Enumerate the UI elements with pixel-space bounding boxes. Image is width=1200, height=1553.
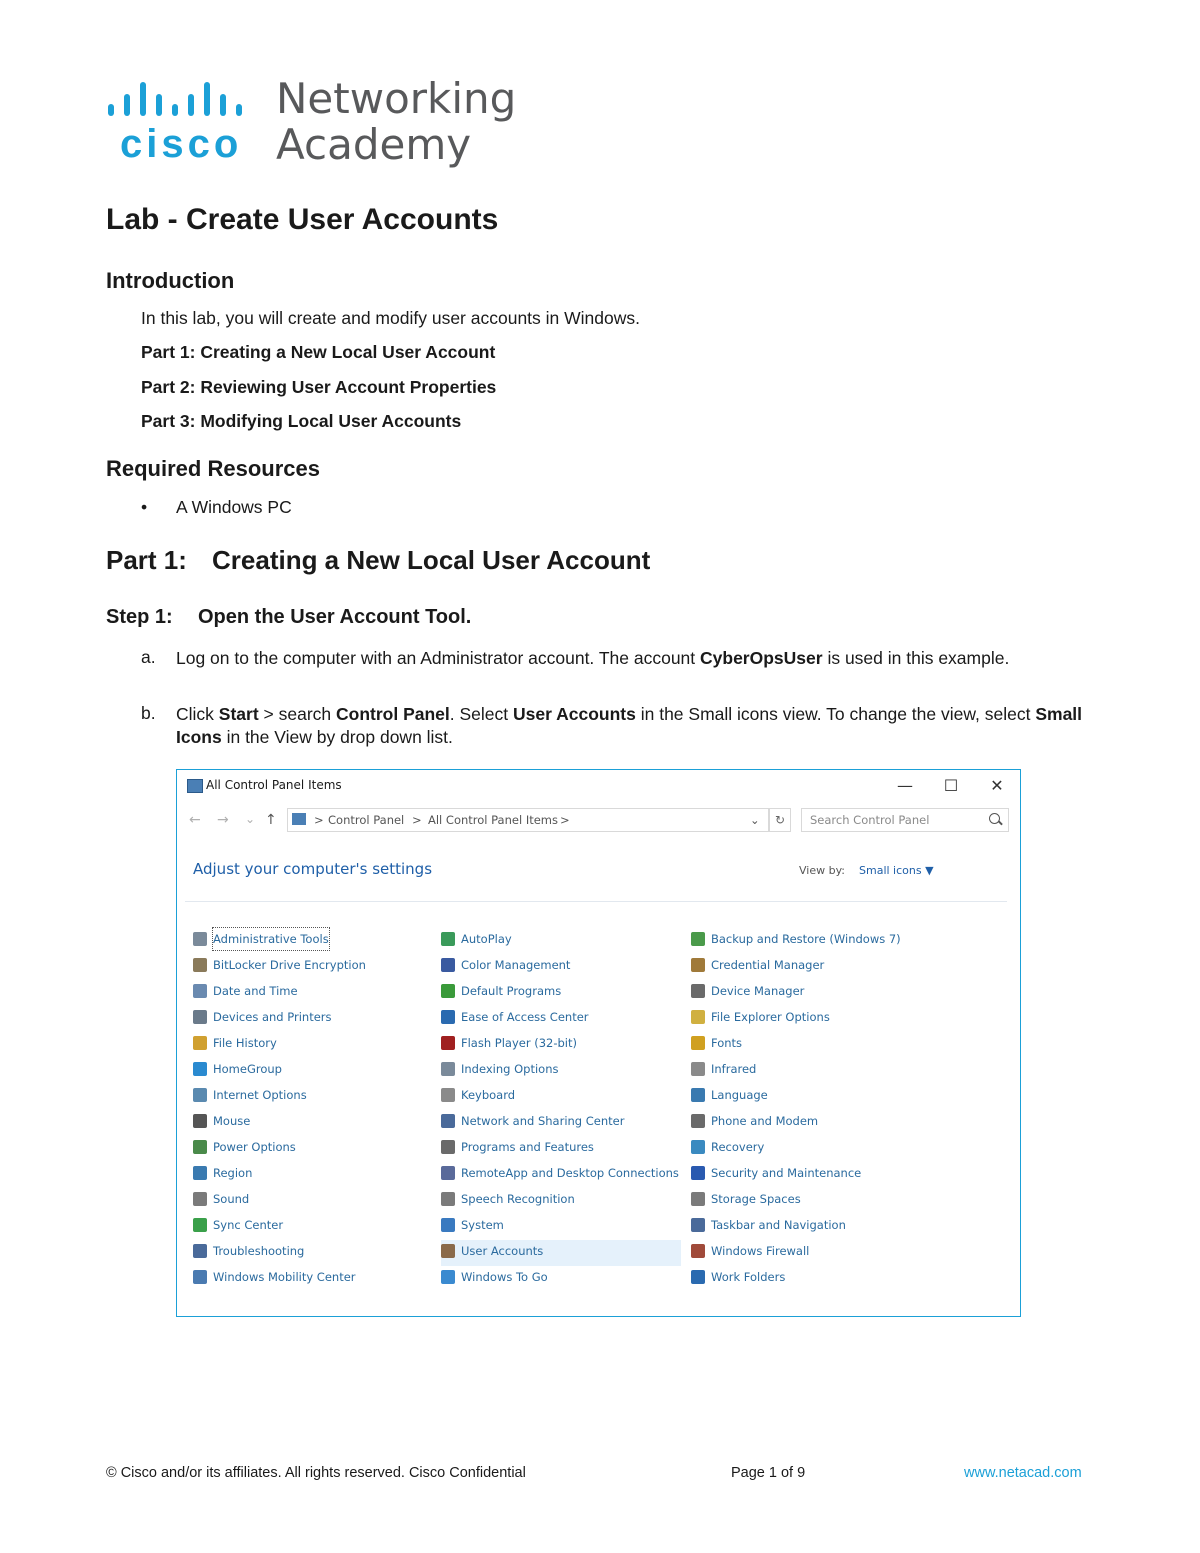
control-panel-item-label: BitLocker Drive Encryption <box>213 958 366 972</box>
breadcrumb-sep-icon: > <box>314 813 324 827</box>
windows-to-go-icon <box>441 1270 455 1284</box>
system-icon <box>441 1218 455 1232</box>
control-panel-item-label: HomeGroup <box>213 1062 282 1076</box>
control-panel-item[interactable] <box>691 1006 931 1032</box>
items-column-1 <box>193 928 433 1292</box>
taskbar-icon <box>691 1218 705 1232</box>
control-panel-item-label: File History <box>213 1036 277 1050</box>
control-panel-item-label: Device Manager <box>711 984 805 998</box>
logo-networking: Networking <box>276 74 517 123</box>
intro-part-2: Part 2: Reviewing User Account Properties <box>141 377 497 397</box>
control-panel-item-label: Color Management <box>461 958 571 972</box>
admin-tools-icon <box>193 932 207 946</box>
lab-title: Lab - Create User Accounts <box>106 203 499 236</box>
control-panel-item-label: Infrared <box>711 1062 757 1076</box>
cisco-wordmark: cisco <box>120 122 243 166</box>
control-panel-item-label: Windows Mobility Center <box>213 1270 356 1284</box>
footer-url-link[interactable]: www.netacad.com <box>964 1465 1082 1481</box>
control-panel-item-label: Language <box>711 1088 768 1102</box>
control-panel-item[interactable] <box>193 1162 433 1188</box>
control-panel-item-label: Sound <box>213 1192 250 1206</box>
footer-copyright: © Cisco and/or its affiliates. All rights reserved. Cisco Confidential <box>106 1465 526 1481</box>
programs-icon <box>441 1140 455 1154</box>
control-panel-item[interactable] <box>193 1084 433 1110</box>
items-column-3 <box>691 928 931 1292</box>
control-panel-item[interactable] <box>691 1162 931 1188</box>
control-panel-item-label: Power Options <box>213 1140 296 1154</box>
users-icon <box>441 1244 455 1258</box>
search-input[interactable] <box>801 808 1009 832</box>
credential-icon <box>691 958 705 972</box>
control-panel-item[interactable] <box>193 1136 433 1162</box>
step-1-heading <box>106 606 471 629</box>
control-panel-item[interactable] <box>691 1058 931 1084</box>
control-panel-item-label: Storage Spaces <box>711 1192 801 1206</box>
language-icon <box>691 1088 705 1102</box>
breadcrumb-control-panel[interactable]: Control Panel <box>328 813 405 827</box>
control-panel-item[interactable] <box>691 1240 931 1266</box>
items-column-2 <box>441 928 681 1292</box>
control-panel-item-label: AutoPlay <box>461 932 512 946</box>
control-panel-item-label: Ease of Access Center <box>461 1010 589 1024</box>
infrared-icon <box>691 1062 705 1076</box>
speaker-icon <box>193 1192 207 1206</box>
control-panel-item-label: Programs and Features <box>461 1140 594 1154</box>
cisco-bars-icon <box>106 80 256 116</box>
network-icon <box>441 1114 455 1128</box>
close-button[interactable]: ✕ <box>990 776 1004 795</box>
control-panel-item-label: User Accounts <box>461 1244 544 1258</box>
view-by-dropdown[interactable]: Small icons ▼ <box>859 864 934 877</box>
bitlocker-icon <box>193 958 207 972</box>
control-panel-item-label: Network and Sharing Center <box>461 1114 625 1128</box>
control-panel-item[interactable] <box>691 1084 931 1110</box>
control-panel-item-label: Speech Recognition <box>461 1192 575 1206</box>
step-title: Open the User Account Tool. <box>198 606 472 628</box>
introduction-heading: Introduction <box>106 268 235 293</box>
mobility-icon <box>193 1270 207 1284</box>
resource-item: A Windows PC <box>176 497 292 517</box>
intro-part-1: Part 1: Creating a New Local User Account <box>141 342 496 362</box>
breadcrumb-sep-icon: > <box>560 813 570 827</box>
control-panel-item-label: Troubleshooting <box>213 1244 305 1258</box>
control-panel-window <box>176 769 1021 1317</box>
control-panel-item-label: File Explorer Options <box>711 1010 830 1024</box>
recent-locations-icon[interactable]: ⌄ <box>245 812 256 826</box>
sync-icon <box>193 1218 207 1232</box>
control-panel-item[interactable] <box>441 1058 681 1084</box>
intro-part-3: Part 3: Modifying Local User Accounts <box>141 411 462 431</box>
control-panel-item-label: RemoteApp and Desktop Connections <box>461 1166 679 1180</box>
control-panel-item[interactable] <box>441 1214 681 1240</box>
flag-icon <box>691 1166 705 1180</box>
logo-academy: Academy <box>276 120 472 169</box>
control-panel-item-label: System <box>461 1218 504 1232</box>
control-panel-item[interactable] <box>691 1214 931 1240</box>
recovery-icon <box>691 1140 705 1154</box>
firewall-icon <box>691 1244 705 1258</box>
control-panel-item[interactable] <box>441 1188 681 1214</box>
control-panel-item-label: Mouse <box>213 1114 251 1128</box>
ease-access-icon <box>441 1010 455 1024</box>
item-a-letter: a. <box>141 647 156 667</box>
control-panel-item-label: Taskbar and Navigation <box>711 1218 846 1232</box>
window-titlebar <box>177 770 1020 802</box>
control-panel-item[interactable] <box>441 954 681 980</box>
control-panel-item-label: Fonts <box>711 1036 743 1050</box>
control-panel-item[interactable] <box>691 1188 931 1214</box>
search-icon[interactable] <box>989 813 1000 824</box>
control-panel-item[interactable] <box>441 1110 681 1136</box>
breadcrumb-all-items[interactable]: All Control Panel Items <box>428 813 558 827</box>
control-panel-item[interactable] <box>441 980 681 1006</box>
control-panel-item[interactable] <box>691 928 931 954</box>
settings-heading: Adjust your computer's settings <box>193 860 433 878</box>
control-panel-item-label: Phone and Modem <box>711 1114 819 1128</box>
view-by-label: View by: <box>799 864 845 877</box>
window-title: All Control Panel Items <box>206 778 342 792</box>
clock-icon <box>193 984 207 998</box>
troubleshoot-icon <box>193 1244 207 1258</box>
control-panel-item-label: Sync Center <box>213 1218 284 1232</box>
control-panel-item-label: Keyboard <box>461 1088 516 1102</box>
item-b-text: Click Start > search Control Panel. Select User Accounts in the Small icons view. To change the view, select Small Icons in the View by drop down list. <box>176 704 1083 747</box>
control-panel-item-label: Credential Manager <box>711 958 825 972</box>
control-panel-item-label: Backup and Restore (Windows 7) <box>711 932 901 946</box>
control-panel-item[interactable] <box>193 1188 433 1214</box>
control-panel-item[interactable] <box>441 1006 681 1032</box>
color-mgmt-icon <box>441 958 455 972</box>
introduction-text: In this lab, you will create and modify user accounts in Windows. <box>141 308 640 328</box>
step-number: Step 1: <box>106 606 173 628</box>
control-panel-item-label: Flash Player (32-bit) <box>461 1036 577 1050</box>
control-panel-item[interactable] <box>193 1266 433 1292</box>
control-panel-item[interactable] <box>193 1214 433 1240</box>
control-panel-item-label: Date and Time <box>213 984 298 998</box>
fonts-icon <box>691 1036 705 1050</box>
control-panel-item[interactable] <box>193 1240 433 1266</box>
default-programs-icon <box>441 984 455 998</box>
internet-icon <box>193 1088 207 1102</box>
control-panel-item[interactable] <box>691 954 931 980</box>
control-panel-item-label: Recovery <box>711 1140 765 1154</box>
control-panel-item[interactable] <box>441 1032 681 1058</box>
part-title: Creating a New Local User Account <box>212 545 651 575</box>
control-panel-item[interactable] <box>193 980 433 1006</box>
control-panel-icon <box>292 813 306 825</box>
microphone-icon <box>441 1192 455 1206</box>
control-panel-item[interactable] <box>691 980 931 1006</box>
control-panel-item-label: Windows Firewall <box>711 1244 810 1258</box>
control-panel-item-label: Work Folders <box>711 1270 786 1284</box>
control-panel-item[interactable] <box>193 954 433 980</box>
control-panel-item[interactable] <box>691 1266 931 1292</box>
control-panel-item[interactable] <box>193 1058 433 1084</box>
address-bar[interactable] <box>287 808 769 832</box>
control-panel-item[interactable] <box>193 1110 433 1136</box>
control-panel-item[interactable] <box>193 1006 433 1032</box>
control-panel-item-label: Windows To Go <box>461 1270 548 1284</box>
control-panel-item-label: Administrative Tools <box>213 928 329 950</box>
control-panel-item[interactable] <box>441 1162 681 1188</box>
mouse-icon <box>193 1114 207 1128</box>
globe-icon <box>193 1166 207 1180</box>
item-a-text: Log on to the computer with an Administrator account. The account CyberOpsUser is used in this example. <box>176 648 1010 668</box>
control-panel-item[interactable] <box>193 928 433 954</box>
forward-arrow-icon[interactable]: → <box>217 812 229 828</box>
footer-page-number: Page 1 of 9 <box>731 1465 806 1481</box>
search-placeholder: Search Control Panel <box>810 813 930 827</box>
part-number: Part 1: <box>106 545 187 575</box>
control-panel-item-label: Devices and Printers <box>213 1010 332 1024</box>
storage-icon <box>691 1192 705 1206</box>
address-bar-row <box>177 806 1020 834</box>
refresh-button[interactable]: ↻ <box>769 808 791 832</box>
minimize-button[interactable]: — <box>897 776 913 795</box>
phone-icon <box>691 1114 705 1128</box>
control-panel-item[interactable] <box>691 1136 931 1162</box>
maximize-button[interactable]: ☐ <box>943 776 959 795</box>
control-panel-item[interactable] <box>691 1032 931 1058</box>
printer-icon <box>193 1010 207 1024</box>
up-arrow-icon[interactable]: ↑ <box>265 812 277 828</box>
item-b-letter: b. <box>141 703 156 723</box>
part-1-heading <box>106 545 650 576</box>
cisco-networking-academy-logo <box>106 74 526 174</box>
control-panel-item-label: Security and Maintenance <box>711 1166 862 1180</box>
control-panel-item[interactable] <box>441 1084 681 1110</box>
divider <box>185 901 1007 902</box>
backup-icon <box>691 932 705 946</box>
control-panel-item-label: Region <box>213 1166 253 1180</box>
folder-options-icon <box>691 1010 705 1024</box>
control-panel-item-label: Internet Options <box>213 1088 307 1102</box>
control-panel-item[interactable] <box>441 1136 681 1162</box>
control-panel-item[interactable] <box>193 1032 433 1058</box>
file-history-icon <box>193 1036 207 1050</box>
control-panel-item-label: Default Programs <box>461 984 562 998</box>
power-icon <box>193 1140 207 1154</box>
control-panel-item[interactable] <box>441 1266 681 1292</box>
autoplay-icon <box>441 932 455 946</box>
required-resources-heading: Required Resources <box>106 456 320 481</box>
control-panel-item[interactable] <box>441 928 681 954</box>
breadcrumb-sep-icon: > <box>412 813 422 827</box>
homegroup-icon <box>193 1062 207 1076</box>
control-panel-icon <box>187 779 203 793</box>
bullet-icon: • <box>141 497 148 517</box>
address-dropdown-icon[interactable]: ⌄ <box>750 813 760 827</box>
keyboard-icon <box>441 1088 455 1102</box>
flash-icon <box>441 1036 455 1050</box>
work-folders-icon <box>691 1270 705 1284</box>
remoteapp-icon <box>441 1166 455 1180</box>
control-panel-item-label: Indexing Options <box>461 1062 559 1076</box>
control-panel-item[interactable] <box>691 1110 931 1136</box>
control-panel-item[interactable] <box>441 1240 681 1266</box>
device-manager-icon <box>691 984 705 998</box>
indexing-icon <box>441 1062 455 1076</box>
back-arrow-icon[interactable]: ← <box>189 812 201 828</box>
